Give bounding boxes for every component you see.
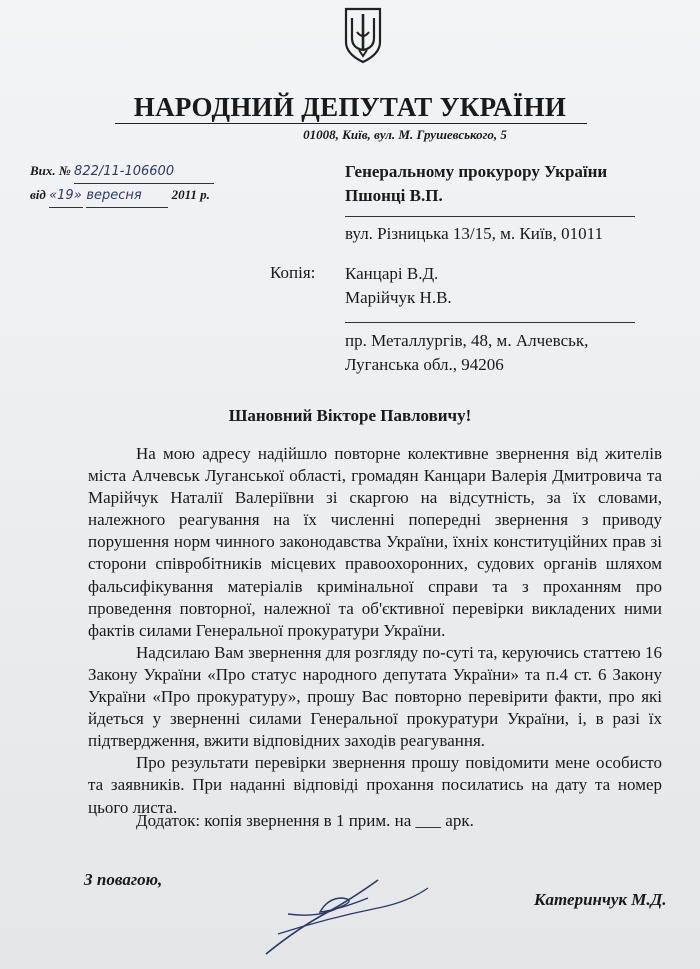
copy-underline bbox=[345, 322, 635, 323]
copy-name: Марійчук Н.В. bbox=[345, 288, 452, 307]
letterhead-title: НАРОДНИЙ ДЕПУТАТ УКРАЇНИ bbox=[133, 92, 567, 122]
outgoing-date-month: вересня bbox=[86, 185, 168, 208]
letterhead-address: 01008, Київ, вул. М. Грушевського, 5 bbox=[303, 127, 507, 142]
copy-names bbox=[345, 262, 452, 310]
handwritten-signature-icon bbox=[258, 868, 458, 958]
body-paragraph: Про результати перевірки звернення прошу повідомити мене особисто та заявників. При наданні відповіді прохання посилатись на дату та номер цього листа. bbox=[88, 753, 662, 817]
outgoing-date-prefix: від bbox=[30, 187, 46, 202]
letterhead-divider bbox=[115, 123, 587, 124]
copy-name: Канцарі В.Д. bbox=[345, 264, 439, 283]
recipient-address: вул. Різницька 13/15, м. Київ, 01011 bbox=[345, 224, 603, 243]
letter-body bbox=[88, 443, 662, 819]
body-paragraph: На мою адресу надійшло повторне колективне звернення від жителів міста Алчевськ Луганської області, громадян Канцари Валерія Дмитровича та Марійчук Наталії Валеріївни зі скаргою на відсутність, за їх словами, належного реагування на їх численні попередні звернення з приводу порушення норм чинного законодавства України, їхніх конституційних прав зі сторони співробітників місцевих правоохоронних, судових органів шляхом фальсифікування матеріалів кримінальної справи та з проханням про проведення повторної, належної та об'єктивної перевірки викладених ними фактів силами Генеральної прокуратури України. bbox=[88, 444, 662, 640]
recipient-line2: Пшонці В.П. bbox=[345, 186, 443, 205]
salutation: Шановний Вікторе Павловичу! bbox=[228, 406, 472, 425]
copy-label: Копія: bbox=[270, 263, 316, 282]
outgoing-number-value: 822/11-106600 bbox=[74, 161, 214, 184]
outgoing-date-year: 2011 р. bbox=[171, 187, 210, 202]
outgoing-number-label: Вих. № bbox=[30, 163, 71, 178]
copy-address-line2: Луганська обл., 94206 bbox=[345, 355, 504, 374]
outgoing-date-day: «19» bbox=[49, 185, 83, 208]
copy-address bbox=[345, 329, 588, 377]
recipient-underline bbox=[345, 216, 635, 217]
recipient-line1: Генеральному прокурору України bbox=[345, 162, 608, 181]
signer-name: Катеринчук М.Д. bbox=[534, 890, 667, 909]
recipient-block bbox=[345, 160, 607, 208]
body-paragraph: Надсилаю Вам звернення для розгляду по-суті та, керуючись статтею 16 Закону України «Про статус народного депутата України» та п.4 ст. 6 Закону України «Про прокуратуру», прошу Вас повторно перевірити факти, про які йдеться у зверненні силами Генеральної прокуратури України, і, в разі їх підтвердження, вжити відповідних заходів реагування. bbox=[88, 642, 662, 751]
copy-address-line1: пр. Металлургів, 48, м. Алчевськ, bbox=[345, 331, 589, 350]
closing: З повагою, bbox=[84, 870, 163, 889]
outgoing-number-block bbox=[30, 160, 214, 208]
trident-emblem-icon bbox=[343, 6, 383, 64]
attachment-note: Додаток: копія звернення в 1 прим. на ___ арк. bbox=[136, 811, 474, 830]
